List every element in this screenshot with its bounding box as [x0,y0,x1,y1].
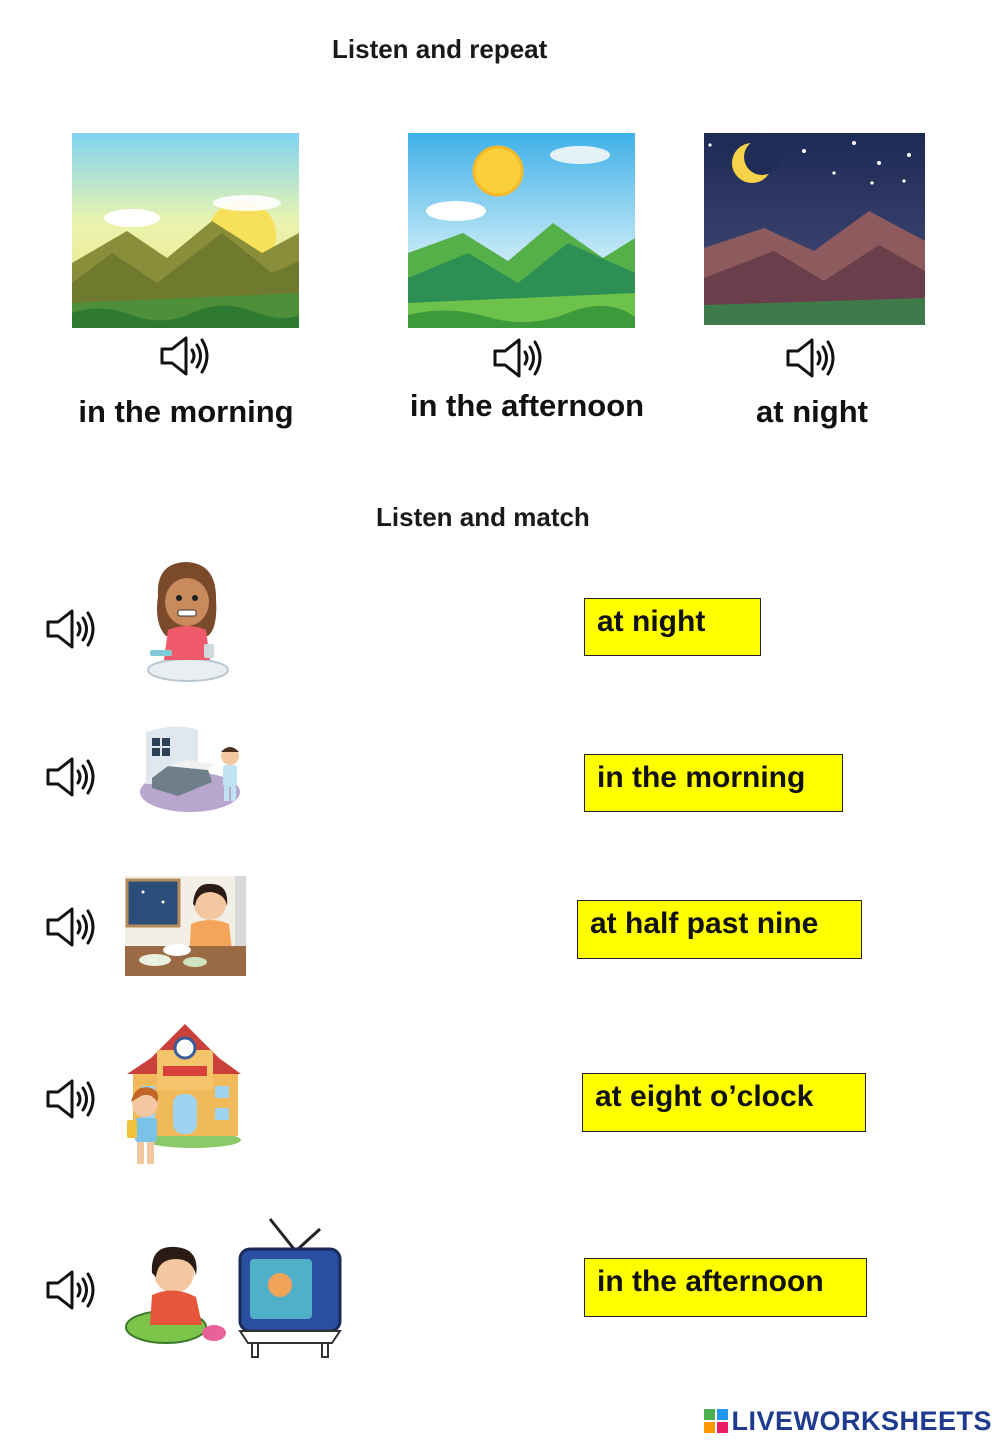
speaker-icon[interactable] [45,1268,99,1312]
morning-scene-image [72,133,299,328]
girl-eating-dinner-picture [125,876,246,976]
girl-brushing-teeth-picture [138,558,233,683]
speaker-icon[interactable] [45,755,99,799]
night-scene-image [704,133,925,325]
answer-at-eight-oclock[interactable]: at eight o’clock [582,1073,866,1132]
afternoon-scene-image [408,133,635,328]
speaker-icon[interactable] [45,905,99,949]
brand-text: LIVEWORKSHEETS [731,1406,992,1436]
caption-in-the-afternoon: in the afternoon [409,388,645,423]
speaker-icon[interactable] [785,336,839,380]
speaker-icon[interactable] [159,334,213,378]
listen-and-match-heading: Listen and match [376,502,590,532]
answer-in-the-morning[interactable]: in the morning [584,754,843,812]
speaker-icon[interactable] [492,336,546,380]
liveworksheets-logo-icon [704,1409,728,1433]
speaker-icon[interactable] [45,1077,99,1121]
liveworksheets-brand [704,1406,992,1437]
caption-in-the-morning: in the morning [78,394,294,429]
answer-at-night[interactable]: at night [584,598,761,656]
boy-at-school-picture [123,1022,243,1174]
answer-at-half-past-nine[interactable]: at half past nine [577,900,862,959]
speaker-icon[interactable] [45,607,99,651]
boy-going-to-bed-picture [138,722,246,814]
answer-in-the-afternoon[interactable]: in the afternoon [584,1258,867,1317]
listen-and-repeat-heading: Listen and repeat [332,34,548,64]
caption-at-night: at night [756,394,868,429]
girl-watching-tv-picture [122,1215,344,1360]
